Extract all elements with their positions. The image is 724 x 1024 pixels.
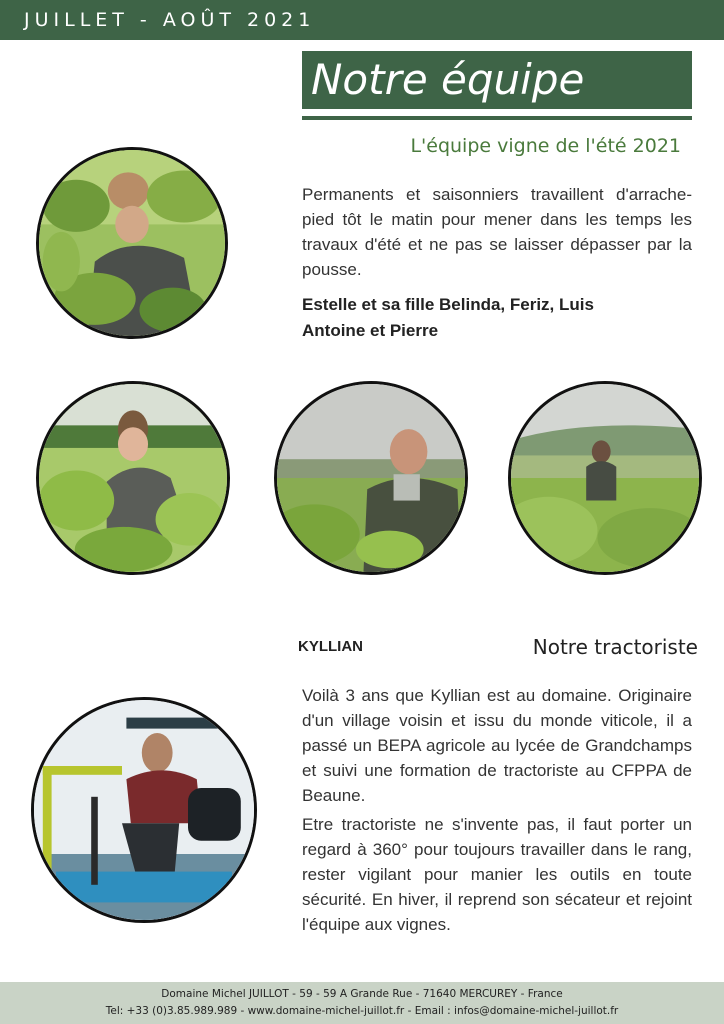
tractoriste-paragraph-1: Voilà 3 ans que Kyllian est au domaine. Originaire d'un village voisin et issu du monde viticole, il a passé un BEPA agricole au lycée de Grandchamps et suivi une formation de tractoriste au CFPPA de Beaune. [302,686,692,805]
header-period: JUILLET - AOÛT 2021 [24,9,316,31]
team-members-line1: Estelle et sa fille Belinda, Feriz, Luis [302,295,594,314]
photo-feriz [274,381,468,575]
footer-address: Domaine Michel JUILLOT - 59 - 59 A Grande Rue - 71640 MERCUREY - France [161,988,563,1000]
section-subtitle: L'équipe vigne de l'été 2021 [410,135,681,157]
team-members-line2: Antoine et Pierre [302,321,439,340]
tractoriste-name: KYLLIAN [298,638,363,655]
team-description: Permanents et saisonniers travaillent d'arrache-pied tôt le matin pour mener dans les temps les travaux d'été et ne pas se laisser dépasser par la pousse. [302,185,692,279]
title-underline [302,116,692,120]
tractoriste-role: Notre tractoriste [532,635,698,659]
page-title: Notre équipe [311,55,585,104]
title-box [302,51,692,109]
photo-estelle [36,147,228,339]
footer [0,982,724,1024]
photo-kyllian [31,697,257,923]
footer-contact: Tel: +33 (0)3.85.989.989 - www.domaine-michel-juillot.fr - Email : infos@domaine-michel-juillot.fr [105,1005,619,1017]
photo-belinda [36,381,230,575]
header-bar [0,0,724,40]
photo-vineyard [508,381,702,575]
tractoriste-paragraph-2: Etre tractoriste ne s'invente pas, il faut porter un regard à 360° pour toujours travailler dans le rang, rester vigilant pour manier les outils en toute sécurité. En hiver, il reprend son sécateur et rejoint l'équipe aux vignes. [302,815,692,934]
